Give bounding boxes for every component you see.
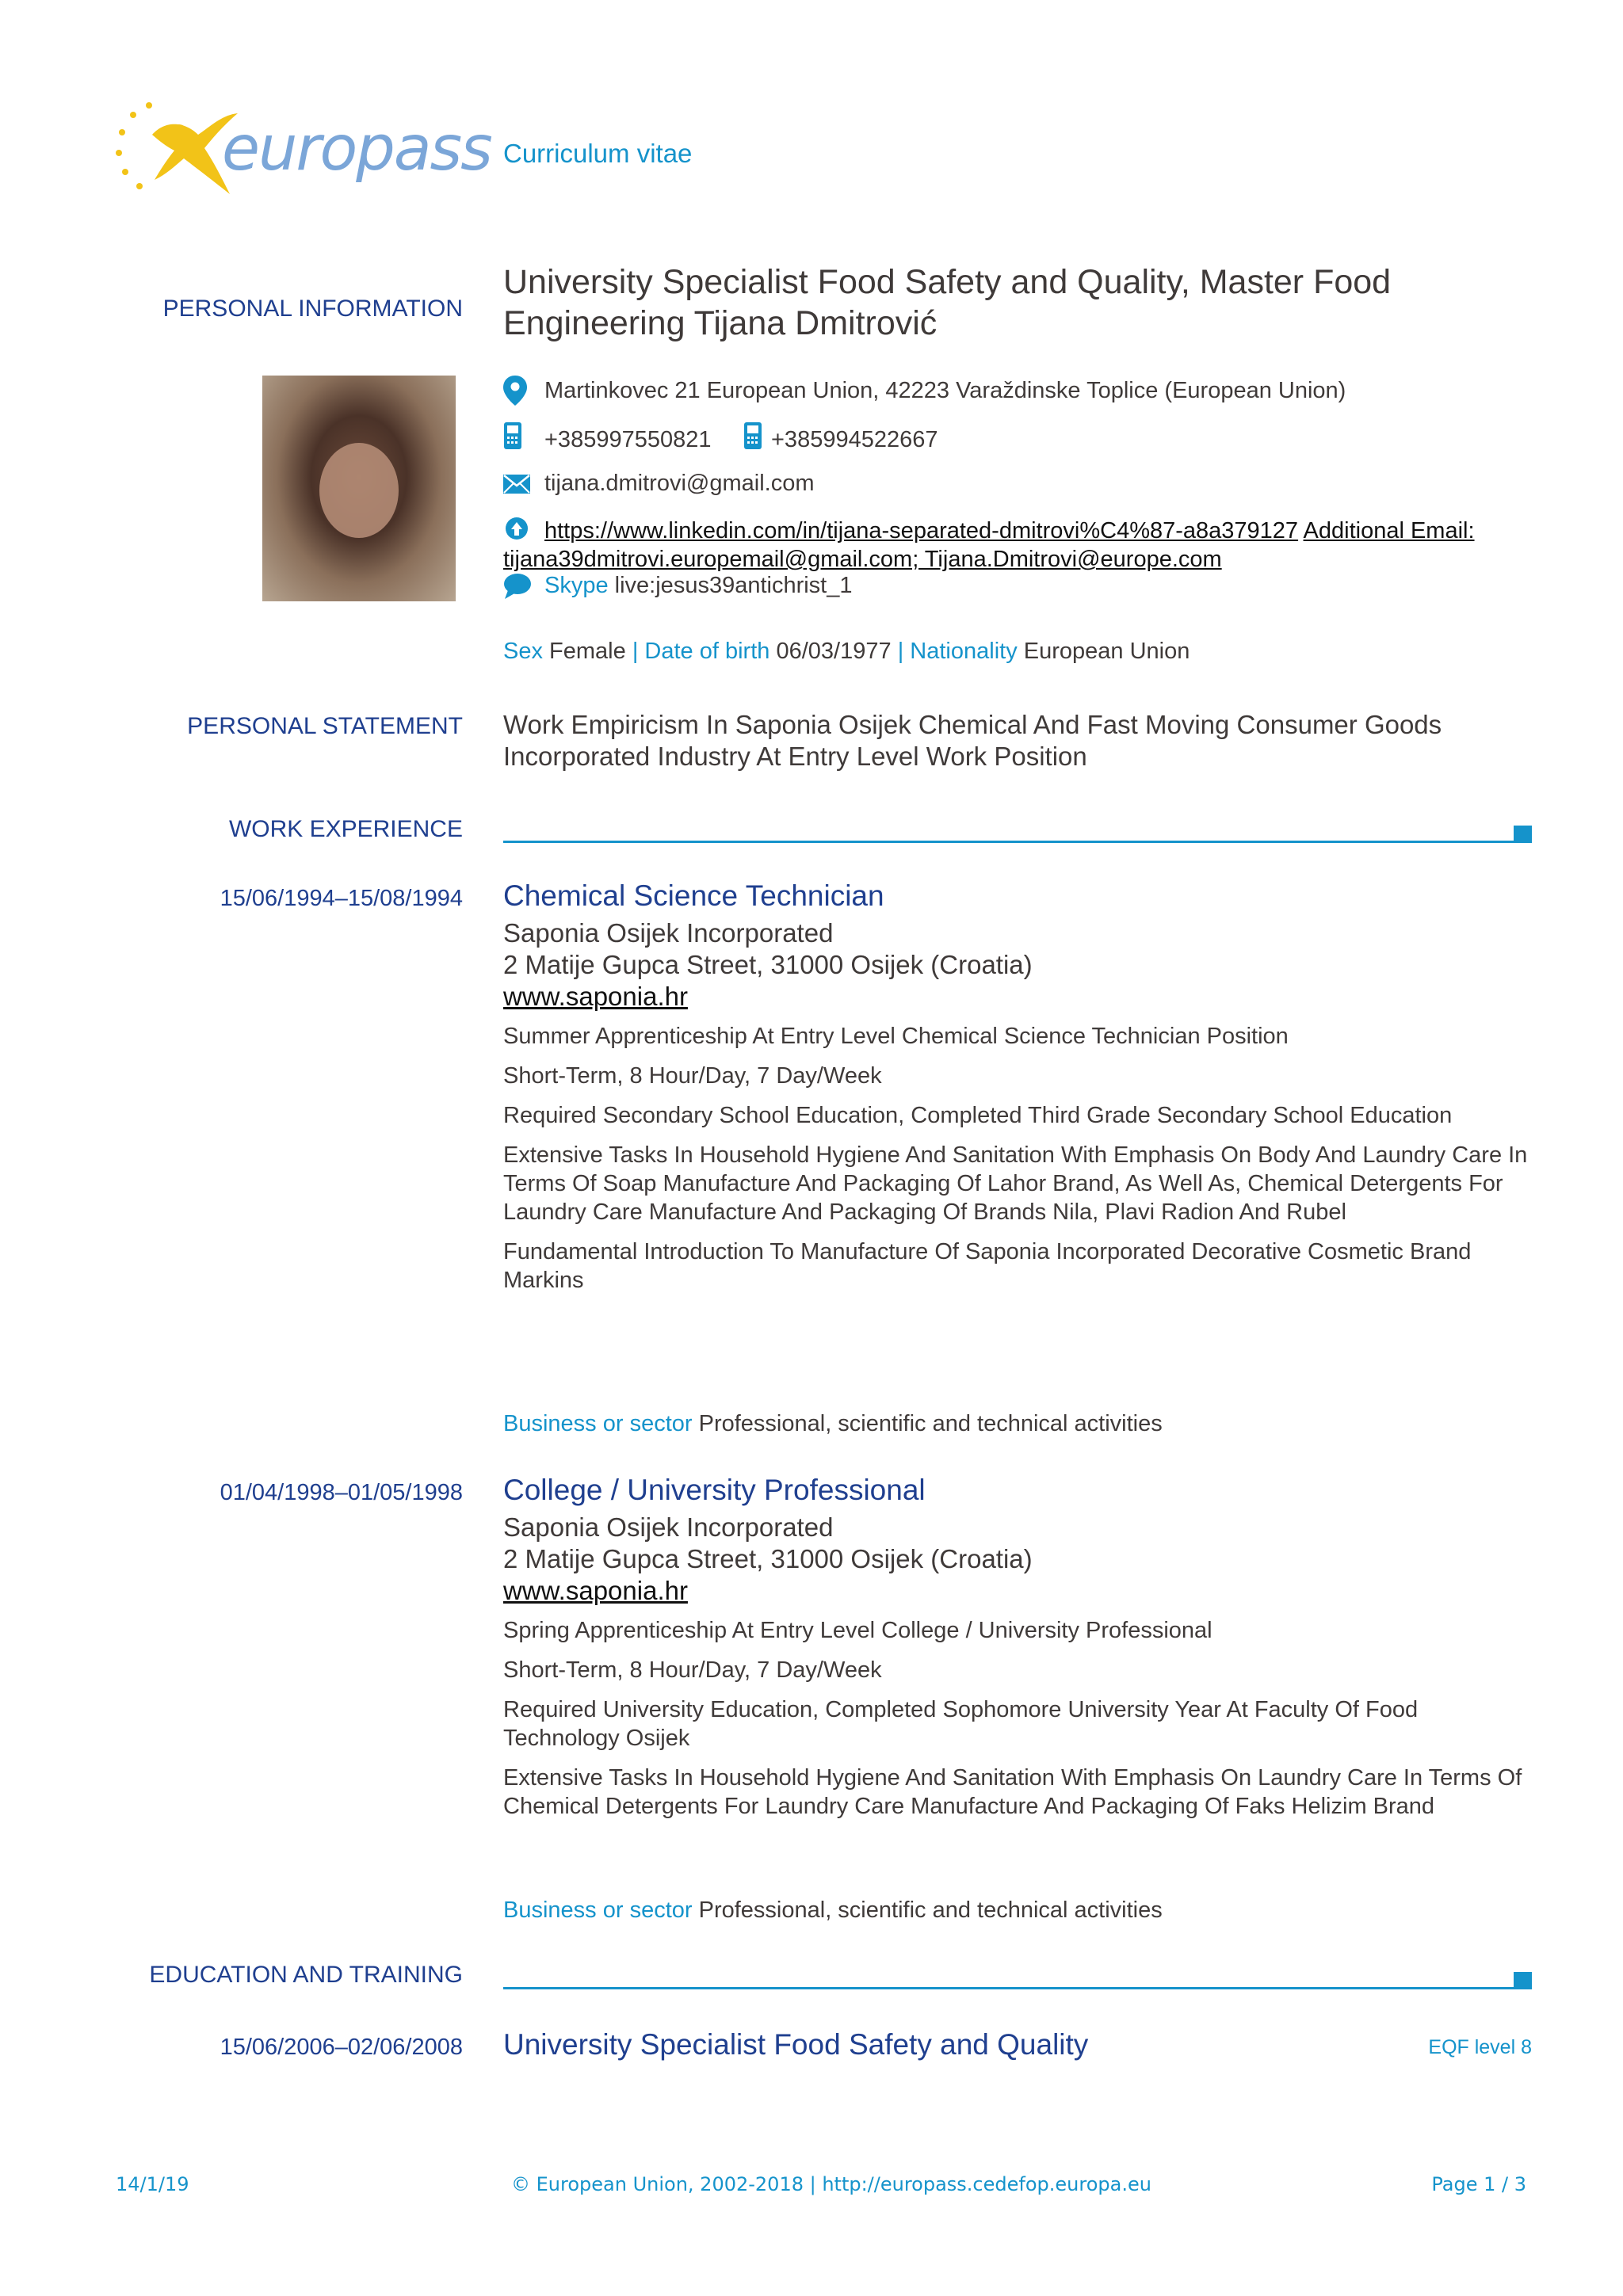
nationality-label: Nationality	[910, 639, 1018, 664]
education-dates: 15/06/2006–02/06/2008	[220, 2035, 463, 2060]
skype-row	[544, 573, 853, 599]
job-position: College / University Professional	[503, 1474, 926, 1506]
phone-2[interactable]: +385994522667	[771, 427, 938, 452]
address-text: Martinkovec 21 European Union, 42223 Varaždinske Toplice (European Union)	[544, 378, 1346, 403]
sector-value: Professional, scientific and technical activities	[698, 1897, 1163, 1923]
phone-1[interactable]: +385997550821	[544, 427, 712, 452]
document-title: Curriculum vitae	[503, 139, 693, 168]
section-marker	[1514, 826, 1532, 843]
sex-label: Sex	[503, 639, 543, 664]
profile-photo	[262, 376, 456, 601]
mobile-phone-icon	[743, 421, 762, 450]
separator: |	[897, 639, 904, 664]
envelope-icon	[503, 475, 530, 494]
section-label-education: EDUCATION AND TRAINING	[149, 1962, 463, 1988]
job-detail: Short-Term, 8 Hour/Day, 7 Day/Week	[503, 1063, 882, 1089]
job-dates: 15/06/1994–15/08/1994	[220, 886, 463, 911]
employer-address: 2 Matije Gupca Street, 31000 Osijek (Croatia)	[503, 1544, 1033, 1573]
eqf-level: EQF level 8	[1428, 2036, 1532, 2058]
statement-line-2: Incorporated Industry At Entry Level Work Position	[503, 742, 1087, 771]
personal-statement-text	[503, 709, 1533, 772]
email-text[interactable]: tijana.dmitrovi@gmail.com	[544, 471, 815, 496]
section-divider	[503, 841, 1515, 843]
job-detail: Fundamental Introduction To Manufacture Of Saponia Incorporated Decorative Cosmetic Brand Markins	[503, 1239, 1472, 1293]
separator: |	[632, 639, 639, 664]
section-label-personal-information: PERSONAL INFORMATION	[162, 296, 463, 322]
job-detail: Required University Education, Completed Sophomore University Year At Faculty Of Food Technology Osijek	[503, 1697, 1419, 1751]
job-detail: Spring Apprenticeship At Entry Level College / University Professional	[503, 1618, 1212, 1643]
footer-copyright[interactable]: © European Union, 2002-2018 | http://europass.cedefop.europa.eu	[511, 2173, 1151, 2195]
job-detail: Extensive Tasks In Household Hygiene And Sanitation With Emphasis On Body And Laundry Care In Terms Of Soap Manufacture And Packaging Of Lahor Brand, As Well As, Chemical Detergents For Laundry Care Manufacture And Packaging Of Brands Nila, Plavi Radion And Rubel	[503, 1142, 1528, 1225]
sector-label: Business or sector	[503, 1411, 693, 1436]
linkedin-link[interactable]: https://www.linkedin.com/in/tijana-separated-dmitrovi%C4%87-a8a379127	[544, 518, 1299, 543]
employer-address: 2 Matije Gupca Street, 31000 Osijek (Croatia)	[503, 950, 1033, 979]
skype-label: Skype	[544, 573, 609, 598]
dob-label: Date of birth	[644, 639, 770, 664]
statement-line-1: Work Empiricism In Saponia Osijek Chemical And Fast Moving Consumer Goods	[503, 710, 1442, 739]
job-entry	[503, 879, 1533, 1295]
business-sector-row	[503, 1411, 1163, 1437]
nationality-value: European Union	[1023, 639, 1190, 664]
job-detail: Extensive Tasks In Household Hygiene And Sanitation With Emphasis On Laundry Care In Terms Of Chemical Detergents For Laundry Care Manufacture And Packaging Of Faks Helizim Brand	[503, 1765, 1522, 1819]
job-dates: 01/04/1998–01/05/1998	[220, 1480, 463, 1505]
footer-page-number: Page 1 / 3	[1431, 2173, 1526, 2195]
name-line-1: University Specialist Food Safety and Quality, Master Food	[503, 263, 1392, 301]
job-detail: Short-Term, 8 Hour/Day, 7 Day/Week	[503, 1657, 882, 1683]
additional-emails-link[interactable]: tijana39dmitrovi.europemail@gmail.com; Tijana.Dmitrovi@europe.com	[503, 547, 1222, 572]
dob-value: 06/03/1977	[776, 639, 892, 664]
footer-date: 14/1/19	[116, 2173, 189, 2195]
personal-name	[503, 261, 1533, 344]
education-title: University Specialist Food Safety and Quality	[503, 2028, 1089, 2061]
job-position: Chemical Science Technician	[503, 879, 884, 912]
employer-name: Saponia Osijek Incorporated	[503, 1512, 834, 1542]
sex-value: Female	[549, 639, 626, 664]
sector-label: Business or sector	[503, 1897, 693, 1923]
employer-website[interactable]: www.saponia.hr	[503, 982, 688, 1011]
links-block	[503, 517, 1533, 574]
section-label-personal-statement: PERSONAL STATEMENT	[187, 713, 463, 739]
chat-bubble-icon	[503, 573, 532, 600]
additional-email-label: Additional Email:	[1303, 518, 1475, 543]
job-entry	[503, 1474, 1533, 1821]
business-sector-row	[503, 1897, 1163, 1924]
skype-value[interactable]: live:jesus39antichrist_1	[614, 573, 853, 598]
europass-logo	[111, 91, 491, 202]
employer-name: Saponia Osijek Incorporated	[503, 918, 834, 948]
personal-details-row	[503, 639, 1190, 665]
name-line-2: Engineering Tijana Dmitrović	[503, 304, 938, 342]
sector-value: Professional, scientific and technical activities	[698, 1411, 1163, 1436]
location-pin-icon	[503, 376, 527, 406]
job-detail: Summer Apprenticeship At Entry Level Chemical Science Technician Position	[503, 1024, 1289, 1049]
section-marker	[1514, 1972, 1532, 1989]
mobile-phone-icon	[503, 421, 522, 450]
employer-website[interactable]: www.saponia.hr	[503, 1576, 688, 1605]
europass-wordmark: europass	[222, 113, 491, 185]
section-divider	[503, 1987, 1515, 1989]
job-detail: Required Secondary School Education, Completed Third Grade Secondary School Education	[503, 1103, 1453, 1128]
section-label-work-experience: WORK EXPERIENCE	[228, 816, 463, 842]
